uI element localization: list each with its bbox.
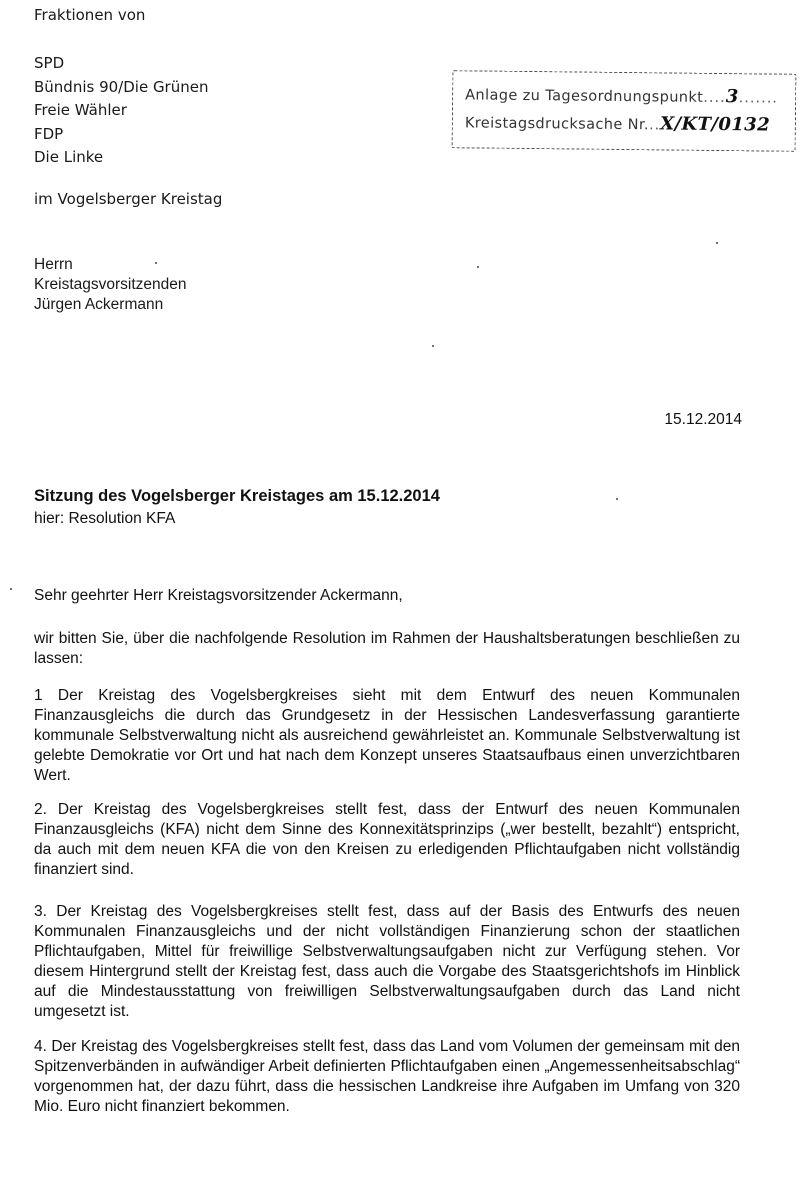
resolution-point-2: 2. Der Kreistag des Vogelsbergkreises stellt fest, dass der Entwurf des neuen Kommunalen Finanzausgleichs (KFA) nicht dem Sinne des Konnexitätsprinzips („wer bestellt, bezahlt“) entspricht, da auch mit dem neuen KFA die von den Kreisen zu erledigenden Pflichtaufgaben nicht vollständig finanziert sind. — [34, 801, 740, 878]
scan-speck — [155, 262, 157, 264]
subject-title: Sitzung des Vogelsberger Kreistages am 15.12.2014 — [34, 487, 440, 505]
scan-speck — [616, 498, 618, 500]
faction-item: SPD — [34, 54, 65, 72]
stamp-agenda-row: Anlage zu Tagesordnungspunkt....3....... — [465, 86, 779, 108]
faction-list — [34, 52, 208, 170]
stamp-agenda-label: Anlage zu Tagesordnungspunkt — [465, 87, 704, 106]
sender-title: Fraktionen von — [34, 6, 146, 24]
resolution-point-4: 4. Der Kreistag des Vogelsbergkreises stellt fest, dass das Land vom Volumen der gemeinsam mit den Spitzenverbänden in aufwändiger Arbeit definierten Pflichtaufgaben einen „Angemessenheitsabschlag“ vorgenommen hat, der dazu führt, dass die hessischen Landkreise ihre Aufgaben im Umfang von 320 Mio. Euro nicht finanziert bekommen. — [34, 1038, 740, 1115]
scan-speck — [432, 345, 434, 347]
recipient-role: Kreistagsvorsitzenden — [34, 276, 187, 293]
stamp-agenda-number: 3 — [725, 86, 739, 108]
faction-item: Bündnis 90/Die Grünen — [34, 77, 209, 96]
sender-assembly: im Vogelsberger Kreistag — [34, 190, 223, 208]
agenda-stamp — [452, 70, 797, 152]
faction-item: Die Linke — [34, 148, 104, 166]
recipient-salutation: Herrn — [34, 256, 73, 273]
subject-subtitle: hier: Resolution KFA — [34, 510, 176, 527]
stamp-doc-number: X/KT/0132 — [660, 113, 771, 136]
scan-speck — [10, 588, 12, 590]
intro-paragraph: wir bitten Sie, über die nachfolgende Resolution im Rahmen der Haushaltsberatungen beschließen zu lassen: — [34, 630, 740, 667]
stamp-doc-label: Kreistagsdrucksache Nr. — [464, 115, 650, 134]
scan-speck — [716, 242, 718, 244]
recipient-name: Jürgen Ackermann — [34, 296, 164, 313]
resolution-point-1: 1 Der Kreistag des Vogelsbergkreises sieht mit dem Entwurf des neuen Kommunalen Finanzausgleichs die durch das Grundgesetz in der Hessischen Landesverfassung garantierte kommunale Selbstverwaltung nicht als ausreichend gewährleistet an. Kommunale Selbstverwaltung ist gelebte Demokratie vor Ort und hat nach dem Konzept unseres Staatsaufbaus einen unverzichtbaren Wert. — [34, 687, 740, 784]
faction-item: Freie Wähler — [34, 101, 127, 119]
stamp-doc-row: Kreistagsdrucksache Nr...X/KT/0132 — [464, 113, 771, 136]
salutation: Sehr geehrter Herr Kreistagsvorsitzender Ackermann, — [34, 587, 403, 604]
resolution-point-3: 3. Der Kreistag des Vogelsbergkreises stellt fest, dass auf der Basis des Entwurfs des neuen Kommunalen Finanzausgleichs und der nicht vollständigen Finanzierung schon der staatlichen Pflichtaufgaben, Mittel für freiwillige Selbstverwaltungsaufgaben nicht zur Verfügung stehen. Vor diesem Hintergrund stellt der Kreistag fest, dass auch die Vorgabe des Staatsgerichtshofs im Hinblick auf die Mindestausstattung von freiwilligen Selbstverwaltungsaufgaben durch das Land nicht umgesetzt ist. — [34, 903, 740, 1020]
recipient-block — [34, 255, 187, 315]
faction-item: FDP — [34, 124, 64, 143]
letter-date: 15.12.2014 — [664, 411, 742, 428]
scan-speck — [477, 266, 479, 268]
